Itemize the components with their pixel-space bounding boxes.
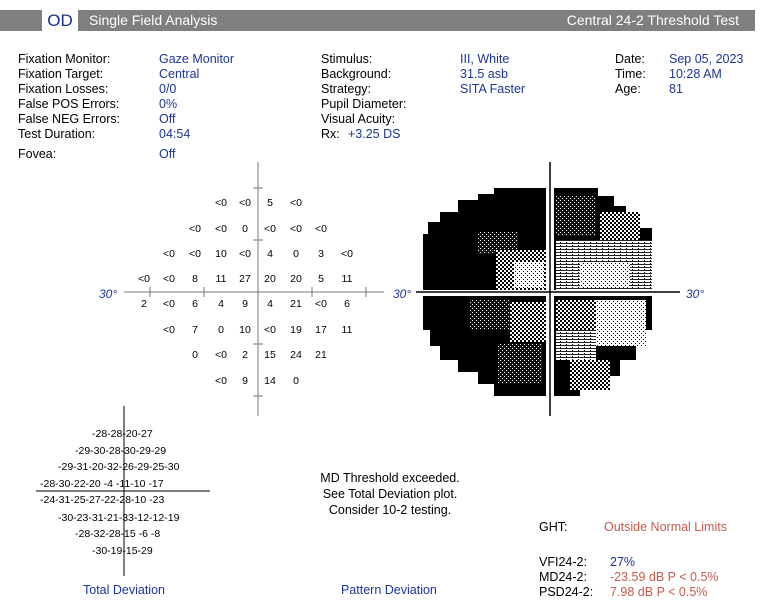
threshold-value: 21 (290, 298, 302, 310)
total-deviation-row: -29-30-28-30-29-29 (75, 445, 167, 457)
threshold-value: 15 (264, 349, 276, 361)
threshold-value: <0 (264, 324, 276, 336)
threshold-value: <0 (341, 248, 353, 260)
threshold-value: <0 (215, 223, 227, 235)
threshold-value: 2 (242, 349, 248, 361)
background-label: Background: (321, 67, 392, 81)
threshold-value: 14 (264, 375, 276, 387)
fixation-target-value: Central (159, 67, 200, 81)
rx-label: Rx: (321, 127, 340, 141)
threshold-value: 6 (344, 298, 350, 310)
threshold-value: 27 (239, 273, 251, 285)
threshold-value: 17 (315, 324, 327, 336)
threshold-value: 8 (192, 273, 198, 285)
false-neg-label: False NEG Errors: (18, 112, 121, 126)
psd-value: 7.98 dB P < 0.5% (610, 585, 708, 599)
visual-acuity-label: Visual Acuity: (321, 112, 396, 126)
threshold-value: 20 (264, 273, 276, 285)
threshold-value: 10 (215, 248, 227, 260)
md-value: -23.59 dB P < 0.5% (610, 570, 719, 584)
threshold-value: 4 (267, 298, 273, 310)
threshold-value: <0 (315, 298, 327, 310)
threshold-value: <0 (215, 197, 227, 209)
time-value: 10:28 AM (669, 67, 722, 81)
stimulus-value: III, White (460, 52, 510, 66)
vfi-value: 27% (610, 555, 636, 569)
threshold-value: 11 (341, 324, 353, 336)
threshold-value: <0 (215, 349, 227, 361)
threshold-value: 0 (293, 248, 299, 260)
axis-label-right-30: 30° (686, 287, 705, 301)
total-deviation-row: -30-19-15-29 (92, 545, 153, 557)
threshold-value: 11 (215, 273, 227, 285)
strategy-label: Strategy: (321, 82, 372, 96)
threshold-value: 24 (290, 349, 302, 361)
threshold-value: 0 (293, 375, 299, 387)
threshold-value: 4 (218, 298, 224, 310)
pupil-diameter-label: Pupil Diameter: (321, 97, 407, 111)
time-label: Time: (615, 67, 646, 81)
age-value: 81 (669, 82, 683, 96)
false-neg-value: Off (159, 112, 176, 126)
threshold-value: 0 (192, 349, 198, 361)
message-line-3: Consider 10-2 testing. (328, 503, 452, 517)
threshold-value: <0 (163, 324, 175, 336)
rx-value: +3.25 DS (348, 127, 401, 141)
threshold-value: <0 (163, 298, 175, 310)
threshold-value: 2 (141, 298, 147, 310)
total-deviation-row: -28-30-22-20 -4 -11-10 -17 (40, 478, 164, 490)
pattern-deviation-label: Pattern Deviation (341, 583, 437, 597)
ght-label: GHT: (539, 520, 568, 534)
threshold-value: <0 (163, 273, 175, 285)
total-deviation-row: -30-23-31-21-33-12-12-19 (58, 512, 180, 524)
threshold-value: 10 (239, 324, 251, 336)
test-name: Central 24-2 Threshold Test (566, 12, 739, 28)
age-label: Age: (615, 82, 641, 96)
message-line-2: See Total Deviation plot. (322, 487, 458, 501)
total-deviation-row: -28-32-28-15 -6 -8 (75, 528, 161, 540)
strategy-value: SITA Faster (460, 82, 526, 96)
fovea-label: Fovea: (18, 147, 57, 161)
threshold-value: <0 (239, 248, 251, 260)
threshold-value: <0 (290, 197, 302, 209)
axis-label-mid-30: 30° (393, 287, 412, 301)
threshold-value: 11 (341, 273, 353, 285)
threshold-value: 3 (318, 248, 324, 260)
threshold-value: 0 (242, 223, 248, 235)
vfi-label: VFI24-2: (539, 555, 587, 569)
total-deviation-row: -29-31-20-32-26-29-25-30 (58, 461, 180, 473)
threshold-value: 5 (318, 273, 324, 285)
axis-label-left-30: 30° (99, 287, 118, 301)
fixation-monitor-value: Gaze Monitor (159, 52, 235, 66)
stimulus-label: Stimulus: (321, 52, 373, 66)
test-duration-label: Test Duration: (18, 127, 96, 141)
threshold-value: 0 (218, 324, 224, 336)
threshold-value: <0 (215, 375, 227, 387)
fixation-losses-value: 0/0 (159, 82, 177, 96)
date-label: Date: (615, 52, 645, 66)
test-duration-value: 04:54 (159, 127, 191, 141)
psd-label: PSD24-2: (539, 585, 594, 599)
fovea-value: Off (159, 147, 176, 161)
threshold-value: 21 (315, 349, 327, 361)
threshold-value: <0 (264, 223, 276, 235)
fixation-monitor-label: Fixation Monitor: (18, 52, 111, 66)
report-title: Single Field Analysis (89, 12, 218, 28)
total-deviation-row: -28-28-20-27 (92, 428, 153, 440)
threshold-value: <0 (189, 248, 201, 260)
threshold-value: <0 (163, 248, 175, 260)
threshold-value: 7 (192, 324, 198, 336)
false-pos-value: 0% (159, 97, 178, 111)
threshold-value: 9 (242, 298, 248, 310)
ght-value: Outside Normal Limits (604, 520, 727, 534)
threshold-value: <0 (189, 223, 201, 235)
threshold-value: 5 (267, 197, 273, 209)
threshold-value: 19 (290, 324, 302, 336)
date-value: Sep 05, 2023 (669, 52, 744, 66)
threshold-value: 9 (242, 375, 248, 387)
threshold-value: 6 (192, 298, 198, 310)
threshold-value: 4 (267, 248, 273, 260)
threshold-value: 20 (290, 273, 302, 285)
message-line-1: MD Threshold exceeded. (320, 471, 460, 485)
md-label: MD24-2: (539, 570, 587, 584)
threshold-value: <0 (315, 223, 327, 235)
eye-badge: OD (42, 10, 78, 31)
threshold-value: <0 (290, 223, 302, 235)
total-deviation-label: Total Deviation (83, 583, 165, 597)
background-value: 31.5 asb (460, 67, 508, 81)
threshold-value: <0 (138, 273, 150, 285)
false-pos-label: False POS Errors: (18, 97, 120, 111)
fixation-target-label: Fixation Target: (18, 67, 104, 81)
fixation-losses-label: Fixation Losses: (18, 82, 109, 96)
threshold-value: <0 (239, 197, 251, 209)
total-deviation-row: -24-31-25-27-22-28-10 -23 (40, 494, 165, 506)
